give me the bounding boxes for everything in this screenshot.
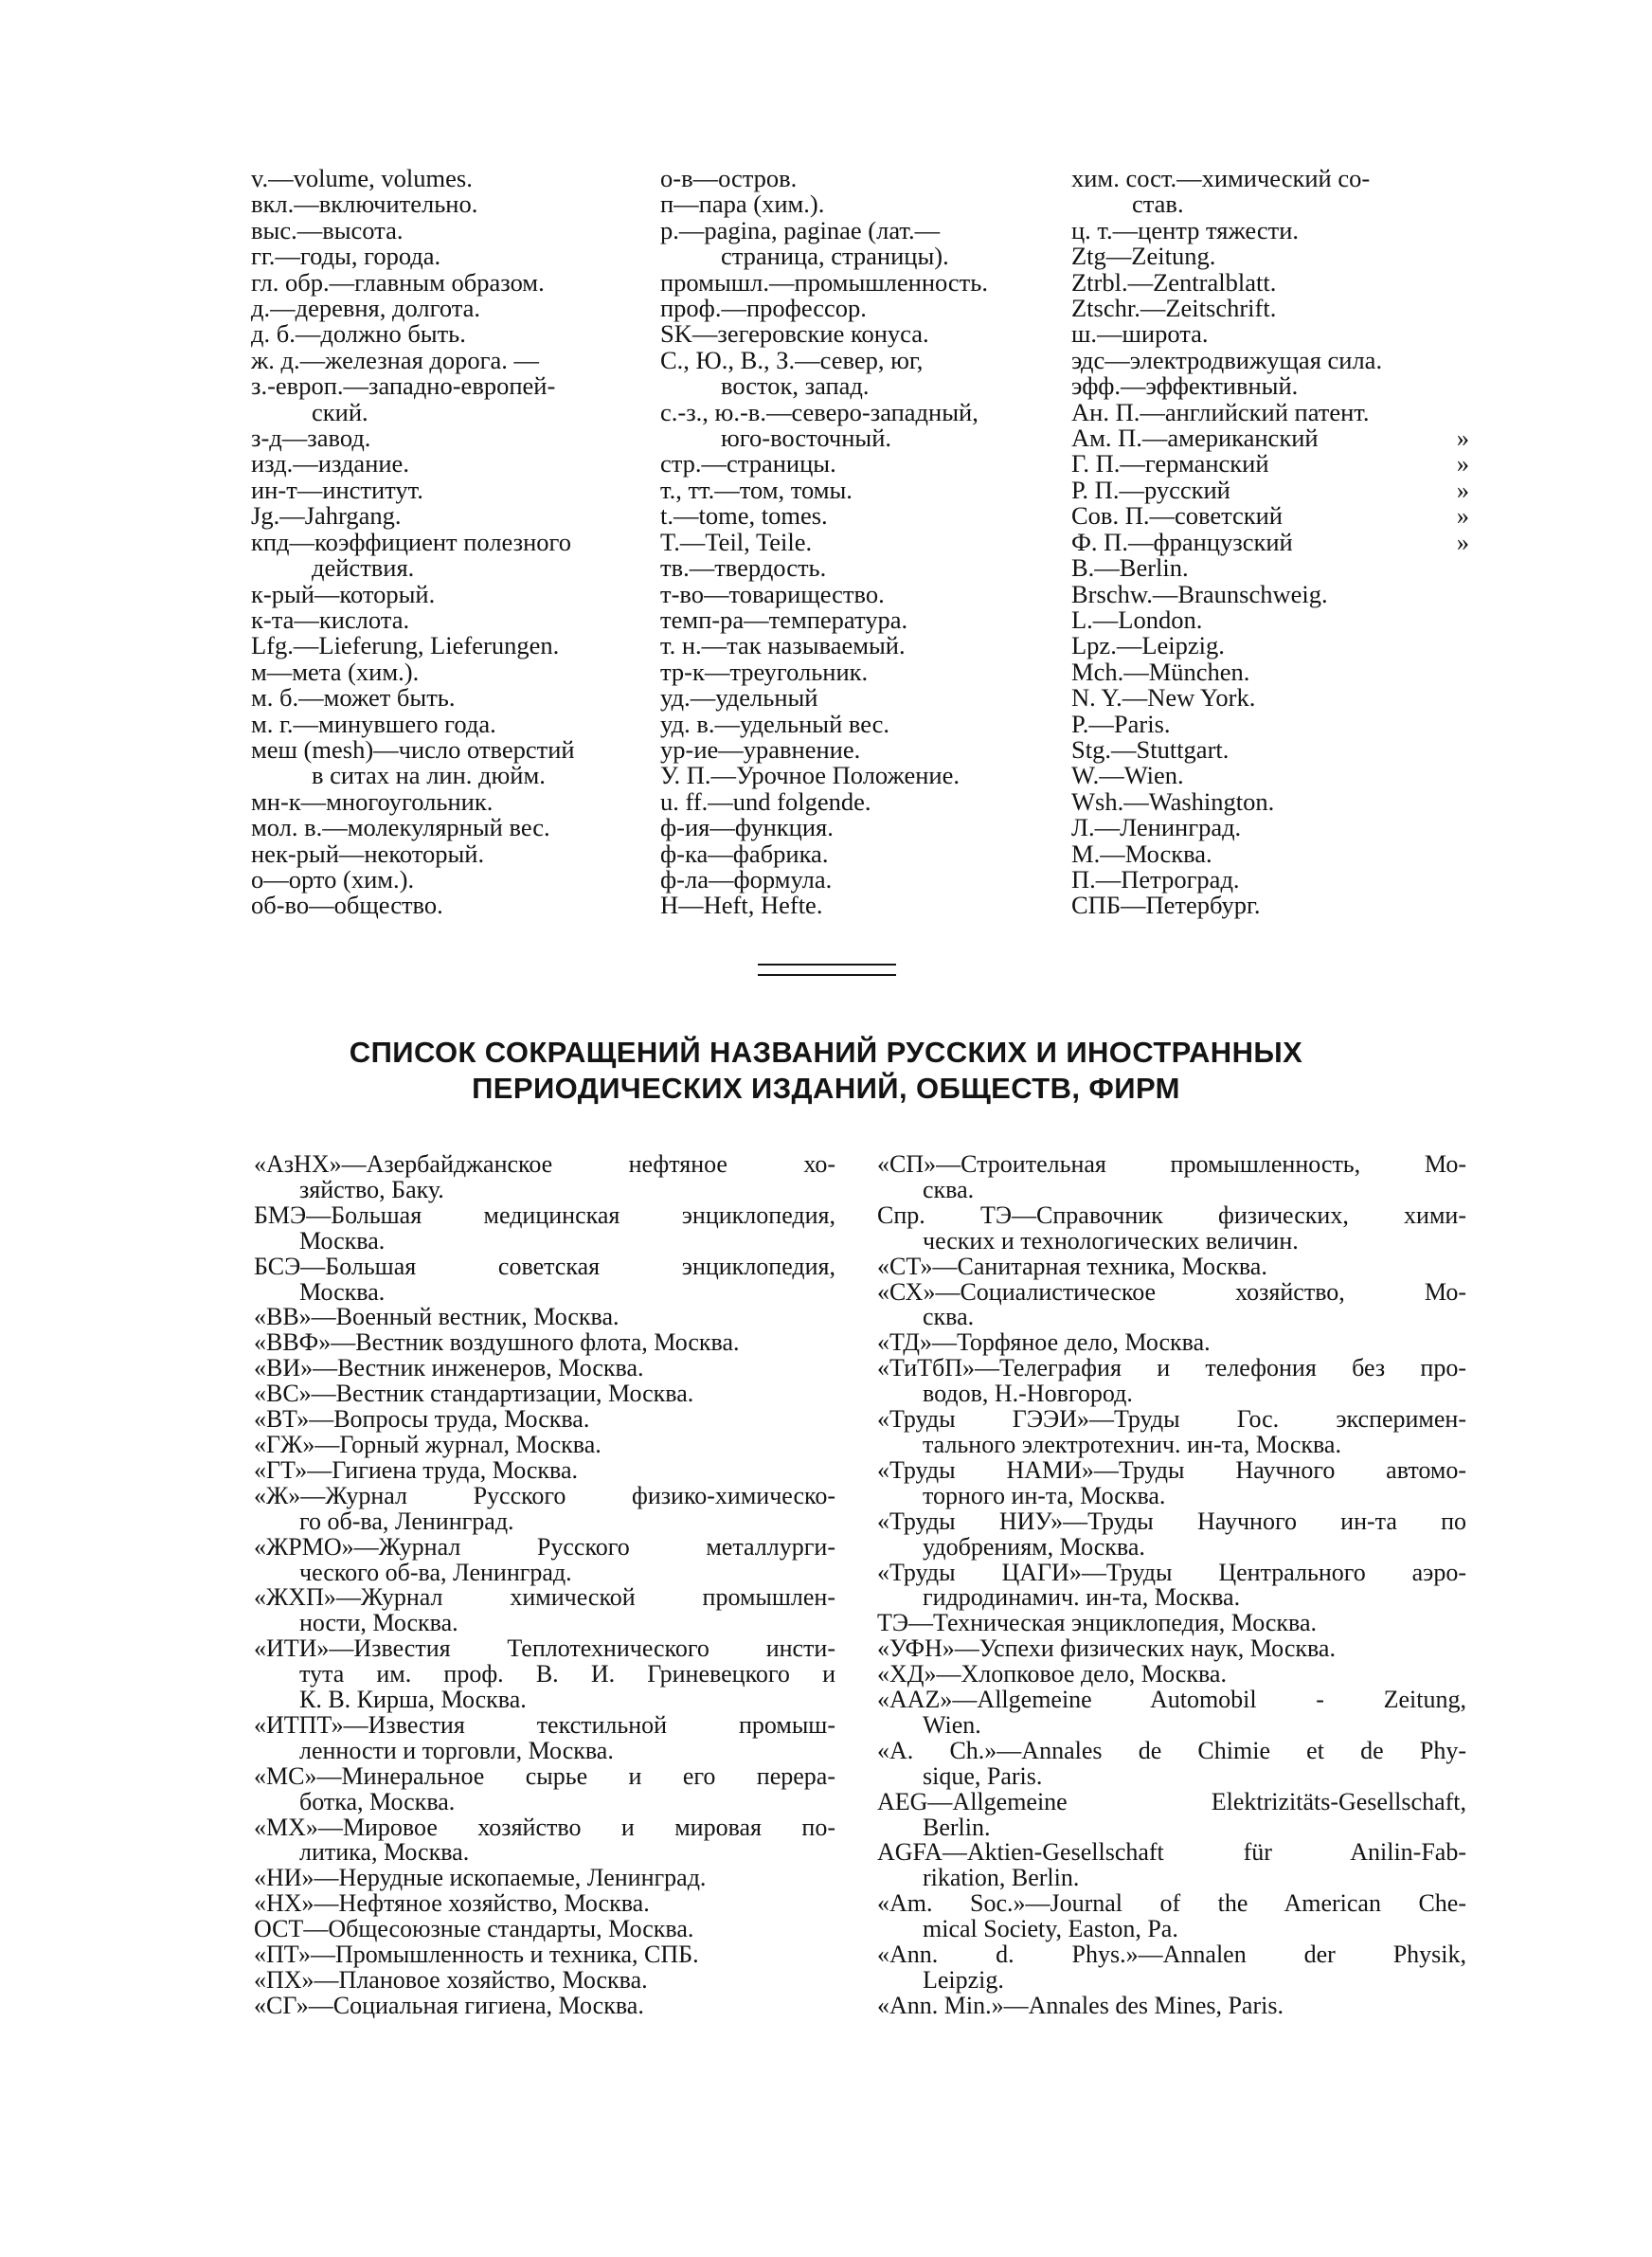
periodical-entry [877, 1509, 1466, 1561]
abbreviation-line: тр-к—треугольник. [660, 657, 869, 686]
abbreviation-line: Ан. П.—английский патент. [1071, 397, 1370, 426]
abbreviation-line: Л.—Ленинград. [1071, 813, 1242, 842]
abbreviation-entry [251, 734, 647, 790]
abbreviation-line: Jg.—Jahrgang. [251, 501, 402, 531]
abbreviation-line: Stg.—Stuttgart. [1071, 734, 1230, 764]
periodical-entry [254, 1532, 835, 1586]
abbreviation-entry [660, 633, 1068, 659]
periodical-entry [254, 1381, 835, 1407]
periodical-entry [877, 1662, 1466, 1688]
abbreviation-line: м. б.—может быть. [251, 683, 456, 713]
periodicals-column-2 [877, 1152, 1466, 2019]
periodical-entry [254, 1636, 835, 1713]
periodical-entry [254, 1252, 835, 1306]
periodical-continuation: гидродинамич. ин-та, Москва. [923, 1583, 1241, 1612]
abbreviation-line: ц. т.—центр тяжести. [1071, 215, 1300, 244]
abbreviation-line: изд.—издание. [251, 449, 409, 478]
periodical-line: «ИТИ»—Известия Теплотехнического инсти- [254, 1634, 835, 1663]
abbreviation-column-2 [660, 166, 1068, 919]
periodical-continuation: Berlin. [923, 1813, 991, 1841]
periodical-entry [254, 1356, 835, 1381]
abbreviation-entry [660, 166, 1068, 191]
periodical-continuation: литика, Москва. [299, 1838, 470, 1867]
periodical-line: «ГТ»—Гигиена труда, Москва. [254, 1455, 578, 1484]
abbreviation-line: Wsh.—Washington. [1071, 786, 1275, 816]
periodical-continuation: ленности и торговли, Москва. [299, 1736, 614, 1764]
periodical-continuation: водов, Н.-Новгород. [923, 1380, 1133, 1408]
abbreviation-entry [251, 709, 647, 738]
periodical-line: «Труды НАМИ»—Труды Научного автомо- [877, 1455, 1466, 1484]
periodical-entry [877, 1991, 1466, 2019]
periodical-entry [254, 1710, 835, 1764]
abbreviation-line: т., тт.—том, томы. [660, 475, 853, 504]
abbreviation-line: Mch.—München. [1071, 657, 1250, 686]
abbreviation-line: з.-европ.—западно-европей- [251, 371, 556, 401]
periodical-entry [877, 1455, 1466, 1509]
abbreviation-line: уд.—удельный [660, 683, 818, 713]
abbreviation-entry [660, 267, 1068, 297]
abbreviation-continuation: страница, страницы). [721, 242, 949, 271]
periodicals-column-1 [254, 1152, 835, 2019]
abbreviation-line: Ztschr.—Zeitschrift. [1071, 294, 1277, 323]
abbreviation-entry [1071, 451, 1469, 477]
abbreviation-entry [1071, 786, 1469, 816]
periodical-continuation: го об-ва, Ленинград. [299, 1507, 514, 1535]
periodical-continuation: ческого об-ва, Ленинград. [299, 1558, 572, 1586]
abbreviation-line: ф-ла—формула. [660, 864, 833, 894]
abbreviation-line: Lpz.—Leipzig. [1071, 631, 1225, 660]
abbreviation-entry [251, 633, 647, 659]
abbreviation-entry [660, 659, 1068, 685]
periodical-entry [254, 1455, 835, 1484]
section-divider [758, 964, 896, 976]
abbreviation-entry [1071, 579, 1469, 608]
abbreviation-continuation: действия. [312, 553, 415, 583]
periodical-line: «ВТ»—Вопросы труда, Москва. [254, 1405, 590, 1434]
abbreviation-line: N. Y.—New York. [1071, 683, 1256, 713]
abbreviation-line: эдс—электродвижущая сила. [1071, 345, 1383, 374]
periodical-continuation: К. В. Кирша, Москва. [299, 1686, 527, 1714]
abbreviation-entry [1071, 296, 1469, 321]
periodical-line: «ВИ»—Вестник инженеров, Москва. [254, 1354, 644, 1382]
abbreviation-entry [1071, 425, 1469, 451]
abbreviation-line: Lfg.—Lieferung, Lieferungen. [251, 631, 560, 660]
abbreviation-entry [1071, 864, 1469, 894]
abbreviation-line: об-во—общество. [251, 891, 443, 920]
periodical-continuation: Москва. [299, 1226, 386, 1255]
abbreviation-entry [1071, 373, 1469, 399]
abbreviation-entry [1071, 763, 1469, 788]
section-title [237, 1035, 1415, 1107]
periodical-continuation: зяйство, Баку. [299, 1175, 444, 1203]
abbreviation-line: мн-к—многоугольник. [251, 786, 494, 816]
abbreviation-entry [251, 345, 647, 374]
abbreviation-line: д. б.—должно быть. [251, 319, 466, 349]
abbreviation-entry [251, 685, 647, 711]
periodical-line: AEG—Allgemeine Elektrizitäts-Gesellschaft, [877, 1787, 1466, 1815]
periodical-continuation: тального электротехнич. ин-та, Москва. [923, 1430, 1341, 1458]
abbreviation-line: М.—Москва. [1071, 839, 1212, 868]
abbreviation-line: темп-ра—температура. [660, 605, 908, 634]
abbreviation-entry [1071, 475, 1469, 504]
abbreviation-entry [1071, 345, 1469, 374]
abbreviation-entry [660, 685, 1068, 711]
periodical-line: «СТ»—Санитарная техника, Москва. [877, 1252, 1267, 1280]
abbreviation-line: ур-ие—уравнение. [660, 734, 861, 764]
abbreviation-line: хим. сост.—химический со- [1071, 164, 1371, 192]
abbreviation-line: р.—pagina, paginae (лат.— [660, 215, 941, 244]
abbreviation-line: с.-з., ю.-в.—северо-западный, [660, 397, 979, 426]
abbreviation-entry [251, 475, 647, 504]
periodical-entry [254, 1481, 835, 1535]
periodical-entry [877, 1277, 1466, 1331]
abbreviation-entry [251, 893, 647, 918]
abbreviation-line: W.—Wien. [1071, 761, 1184, 790]
periodical-line: БСЭ—Большая советская энциклопедия, [254, 1252, 835, 1280]
abbreviation-line: H—Heft, Hefte. [660, 891, 823, 920]
periodical-entry [877, 1407, 1466, 1458]
periodical-line: «МС»—Минеральное сырье и его перера- [254, 1761, 835, 1790]
abbreviation-line: B.—Berlin. [1071, 553, 1189, 583]
periodical-continuation: ности, Москва. [299, 1609, 458, 1637]
abbreviation-line: о-в—остров. [660, 164, 798, 192]
periodical-entry [254, 1430, 835, 1458]
abbreviation-line: т. н.—так называемый. [660, 631, 906, 660]
periodical-continuation: rikation, Berlin. [923, 1864, 1080, 1892]
abbreviation-line: P.—Paris. [1071, 709, 1171, 738]
periodical-line: «AAZ»—Allgemeine Automobil - Zeitung, [877, 1686, 1466, 1714]
abbreviation-entry [660, 321, 1068, 347]
abbreviation-entry [660, 475, 1068, 504]
abbreviation-line: д.—деревня, долгота. [251, 294, 481, 323]
abbreviation-line: Ф. П.—французский » [1071, 527, 1469, 556]
abbreviation-line: нек-рый—некоторый. [251, 839, 485, 868]
abbreviation-continuation: став. [1132, 190, 1184, 219]
periodical-entry [254, 1305, 835, 1330]
periodical-line: ТЭ—Техническая энциклопедия, Москва. [877, 1609, 1317, 1637]
abbreviation-entry [251, 579, 647, 608]
periodical-line: «ПТ»—Промышленность и техника, СПБ. [254, 1941, 699, 1969]
abbreviation-line: стр.—страницы. [660, 449, 836, 478]
periodical-line: Спр. ТЭ—Справочник физических, хими- [877, 1201, 1466, 1229]
abbreviation-line: ин-т—институт. [251, 475, 423, 504]
abbreviation-continuation: в ситах на лин. дюйм. [312, 761, 546, 790]
abbreviation-line: ф-ия—функция. [660, 813, 834, 842]
periodical-line: «Ж»—Журнал Русского физико-химическо- [254, 1481, 835, 1509]
abbreviation-line: эфф.—эффективный. [1071, 371, 1299, 401]
periodical-line: «ЖХП»—Журнал химической промышлен- [254, 1583, 835, 1612]
periodical-entry [877, 1330, 1466, 1356]
abbreviation-line: Ам. П.—американский » [1071, 424, 1469, 453]
periodical-line: «ВС»—Вестник стандартизации, Москва. [254, 1380, 694, 1408]
abbreviation-line: v.—volume, volumes. [251, 164, 473, 192]
abbreviation-entry [660, 397, 1068, 453]
abbreviation-entry [660, 893, 1068, 918]
periodical-entry [877, 1203, 1466, 1255]
abbreviation-entry [660, 191, 1068, 217]
abbreviation-entry [660, 527, 1068, 556]
abbreviation-line: уд. в.—удельный вес. [660, 709, 890, 738]
section-title-line-1: СПИСОК СОКРАЩЕНИЙ НАЗВАНИЙ РУССКИХ И ИНОСТРАННЫХ [349, 1036, 1303, 1069]
periodical-continuation: mical Society, Easton, Pa. [923, 1915, 1178, 1943]
periodical-entry [254, 1866, 835, 1891]
periodical-line: «НХ»—Нефтяное хозяйство, Москва. [254, 1889, 650, 1918]
abbreviation-line: t.—tome, tomes. [660, 501, 828, 531]
periodical-entry [877, 1611, 1466, 1636]
abbreviation-entry [1071, 397, 1469, 426]
abbreviation-line: T.—Teil, Teile. [660, 527, 813, 556]
abbreviation-entry [1071, 555, 1469, 581]
abbreviation-entry [1071, 659, 1469, 685]
periodical-line: «ТиТбП»—Телеграфия и телефония без про- [877, 1354, 1466, 1382]
abbreviation-line: ф-ка—фабрика. [660, 839, 829, 868]
abbreviation-entry [251, 527, 647, 583]
abbreviation-entry [660, 451, 1068, 477]
periodical-entry [877, 1942, 1466, 1994]
abbreviation-continuation: восток, запад. [721, 371, 870, 401]
abbreviation-entry [251, 296, 647, 321]
periodical-line: ОСТ—Общесоюзные стандарты, Москва. [254, 1915, 694, 1943]
periodical-entry [254, 1407, 835, 1433]
abbreviation-entry [660, 709, 1068, 738]
periodical-continuation: торного ин-та, Москва. [923, 1481, 1166, 1509]
abbreviation-line: к-рый—который. [251, 579, 436, 608]
abbreviation-entry [660, 734, 1068, 764]
periodical-line: «A. Ch.»—Annales de Chimie et de Phy- [877, 1736, 1466, 1764]
abbreviation-entry [660, 607, 1068, 633]
abbreviation-line: м. г.—минувшего года. [251, 709, 496, 738]
periodical-continuation: Москва. [299, 1277, 386, 1306]
periodical-continuation: ботка, Москва. [299, 1787, 456, 1815]
abbreviation-column-3 [1071, 166, 1469, 919]
periodical-line: «СП»—Строительная промышленность, Мо- [877, 1150, 1466, 1178]
abbreviation-line: Brschw.—Braunschweig. [1071, 579, 1328, 608]
abbreviation-line: тв.—твердость. [660, 553, 827, 583]
abbreviation-line: Ztrbl.—Zentralblatt. [1071, 267, 1277, 297]
periodical-entry [877, 1636, 1466, 1662]
abbreviation-entry [1071, 321, 1469, 347]
abbreviation-entry [251, 373, 647, 425]
periodical-line: БМЭ—Большая медицинская энциклопедия, [254, 1201, 835, 1229]
periodical-entry [254, 1917, 835, 1942]
periodical-entry [877, 1356, 1466, 1407]
abbreviation-entry [251, 215, 647, 244]
periodical-continuation: Leipzig. [923, 1966, 1004, 1994]
periodical-line: «АзНХ»—Азербайджанское нефтяное хо- [254, 1150, 835, 1178]
abbreviation-line: меш (mesh)—число отверстий [251, 734, 575, 764]
abbreviation-line: гг.—годы, города. [251, 242, 441, 271]
abbreviation-line: гл. обр.—главным образом. [251, 267, 545, 297]
periodical-continuation: sique, Paris. [923, 1761, 1043, 1790]
periodical-line: «ГЖ»—Горный журнал, Москва. [254, 1430, 602, 1458]
periodical-entry [254, 1585, 835, 1636]
abbreviation-entry [251, 864, 647, 894]
abbreviation-line: п—пара (хим.). [660, 190, 825, 219]
periodical-entry [877, 1152, 1466, 1203]
abbreviation-line: з-д—завод. [251, 424, 371, 453]
periodical-entry [877, 1891, 1466, 1942]
periodical-line: «Труды ГЭЭИ»—Труды Гос. эксперимен- [877, 1405, 1466, 1434]
abbreviation-entry [1071, 841, 1469, 867]
abbreviation-entry [660, 579, 1068, 608]
abbreviation-entry [251, 841, 647, 867]
periodical-line: «ХД»—Хлопковое дело, Москва. [877, 1660, 1227, 1688]
periodical-entry [877, 1736, 1466, 1790]
periodical-line: «Труды ЦАГИ»—Труды Центрального аэро- [877, 1558, 1466, 1586]
abbreviation-line: вкл.—включительно. [251, 190, 478, 219]
abbreviation-line: С., Ю., В., З.—север, юг, [660, 345, 924, 374]
periodical-entry [254, 1991, 835, 2019]
abbreviation-entry [1071, 633, 1469, 659]
abbreviation-entry [251, 321, 647, 347]
periodical-line: «ПХ»—Плановое хозяйство, Москва. [254, 1966, 648, 1994]
abbreviation-entry [251, 166, 647, 191]
periodical-entry [254, 1203, 835, 1255]
abbreviation-line: м—мета (хим.). [251, 657, 420, 686]
abbreviation-entry [660, 864, 1068, 894]
periodical-line: «ЖРМО»—Журнал Русского металлурги- [254, 1532, 835, 1561]
abbreviation-entry [1071, 244, 1469, 269]
abbreviation-line: мол. в.—молекулярный вес. [251, 813, 550, 842]
abbreviation-entry [251, 503, 647, 529]
abbreviation-entry [251, 607, 647, 633]
periodical-line: «НИ»—Нерудные ископаемые, Ленинград. [254, 1864, 707, 1892]
abbreviation-entry [660, 296, 1068, 321]
periodical-entry [877, 1787, 1466, 1841]
abbreviation-entry [1071, 607, 1469, 633]
abbreviation-entry [1071, 685, 1469, 711]
abbreviation-entry [251, 786, 647, 816]
abbreviation-entry [251, 659, 647, 685]
abbreviation-column-1 [251, 166, 647, 919]
periodical-entry [254, 1968, 835, 1994]
periodical-line: «Ann. Min.»—Annales des Mines, Paris. [877, 1991, 1284, 2019]
periodical-continuation: сква. [923, 1303, 975, 1331]
abbreviation-line: проф.—профессор. [660, 294, 867, 323]
periodical-line: «ТД»—Торфяное дело, Москва. [877, 1328, 1211, 1357]
periodical-entry [877, 1558, 1466, 1612]
periodical-line: «Am. Soc.»—Journal of the American Che- [877, 1889, 1466, 1918]
abbreviation-line: ш.—широта. [1071, 319, 1209, 349]
abbreviation-entry [1071, 527, 1469, 556]
abbreviation-entry [1071, 815, 1469, 840]
abbreviation-entry [1071, 503, 1469, 529]
periodical-line: «ВВ»—Военный вестник, Москва. [254, 1303, 620, 1331]
abbreviation-entry [660, 503, 1068, 529]
abbreviation-entry [251, 267, 647, 297]
abbreviation-entry [660, 555, 1068, 581]
periodical-line: «СГ»—Социальная гигиена, Москва. [254, 1991, 644, 2019]
abbreviation-entry [660, 786, 1068, 816]
periodical-line: «ИТПТ»—Известия текстильной промыш- [254, 1710, 835, 1739]
periodical-entry [254, 1152, 835, 1203]
periodical-entry [254, 1942, 835, 1968]
abbreviation-continuation: юго-восточный. [721, 424, 892, 453]
abbreviation-entry [1071, 267, 1469, 297]
abbreviation-entry [660, 215, 1068, 271]
abbreviation-entry [1071, 734, 1469, 764]
periodical-line: AGFA—Aktien-Gesellschaft für Anilin-Fab- [877, 1838, 1466, 1867]
periodical-continuation: тута им. проф. В. И. Гриневецкого и [299, 1660, 835, 1688]
abbreviation-entry [251, 451, 647, 477]
abbreviation-line: промышл.—промышленность. [660, 267, 988, 297]
abbreviation-line: СПБ—Петербург. [1071, 891, 1261, 920]
abbreviation-entry [660, 815, 1068, 840]
abbreviation-line: Г. П.—германский » [1071, 449, 1469, 478]
abbreviation-entry [1071, 893, 1469, 918]
abbreviation-entry [1071, 166, 1469, 218]
periodical-entry [254, 1330, 835, 1356]
abbreviation-continuation: ский. [312, 397, 368, 426]
periodical-continuation: сква. [923, 1175, 975, 1203]
abbreviation-line: SK—зегеровские конуса. [660, 319, 929, 349]
abbreviation-line: кпд—коэффициент полезного [251, 527, 571, 556]
abbreviation-entry [1071, 709, 1469, 738]
abbreviation-entry [660, 841, 1068, 867]
periodical-entry [877, 1840, 1466, 1891]
periodical-line: «УФН»—Успехи физических наук, Москва. [877, 1634, 1336, 1663]
periodical-line: «МХ»—Мировое хозяйство и мировая по- [254, 1813, 835, 1841]
periodical-entry [254, 1891, 835, 1917]
abbreviation-line: к-та—кислота. [251, 605, 410, 634]
abbreviation-line: о—орто (хим.). [251, 864, 415, 894]
abbreviation-entry [251, 425, 647, 451]
abbreviation-line: Ztg—Zeitung. [1071, 242, 1216, 271]
abbreviation-entry [660, 345, 1068, 401]
periodical-entry [877, 1252, 1466, 1280]
periodical-continuation: Wien. [923, 1710, 981, 1739]
abbreviation-entry [1071, 215, 1469, 244]
abbreviation-line: Сов. П.—советский » [1071, 501, 1469, 531]
abbreviation-line: П.—Петроград. [1071, 864, 1240, 894]
periodical-entry [254, 1761, 835, 1815]
abbreviation-line: L.—London. [1071, 605, 1203, 634]
abbreviation-entry [251, 815, 647, 840]
abbreviation-line: u. ff.—und folgende. [660, 786, 871, 816]
abbreviation-line: выс.—высота. [251, 215, 404, 244]
section-title-line-2: ПЕРИОДИЧЕСКИХ ИЗДАНИЙ, ОБЩЕСТВ, ФИРМ [472, 1072, 1180, 1105]
abbreviation-line: У. П.—Урочное Положение. [660, 761, 960, 790]
periodical-line: «Труды НИУ»—Труды Научного ин-та по [877, 1507, 1466, 1535]
abbreviation-entry [251, 244, 647, 269]
abbreviation-entry [660, 763, 1068, 788]
periodical-line: «ВВФ»—Вестник воздушного флота, Москва. [254, 1328, 740, 1357]
periodical-line: «СХ»—Социалистическое хозяйство, Мо- [877, 1277, 1466, 1306]
abbreviation-line: Р. П.—русский » [1071, 475, 1469, 504]
periodical-continuation: удобрениям, Москва. [923, 1532, 1145, 1561]
abbreviation-line: ж. д.—железная дорога. — [251, 345, 540, 374]
periodical-continuation: ческих и технологических величин. [923, 1226, 1299, 1255]
periodical-entry [877, 1688, 1466, 1739]
periodical-entry [254, 1815, 835, 1867]
abbreviation-entry [251, 191, 647, 217]
periodical-line: «Ann. d. Phys.»—Annalen der Physik, [877, 1941, 1466, 1969]
abbreviation-line: т-во—товарищество. [660, 579, 885, 608]
